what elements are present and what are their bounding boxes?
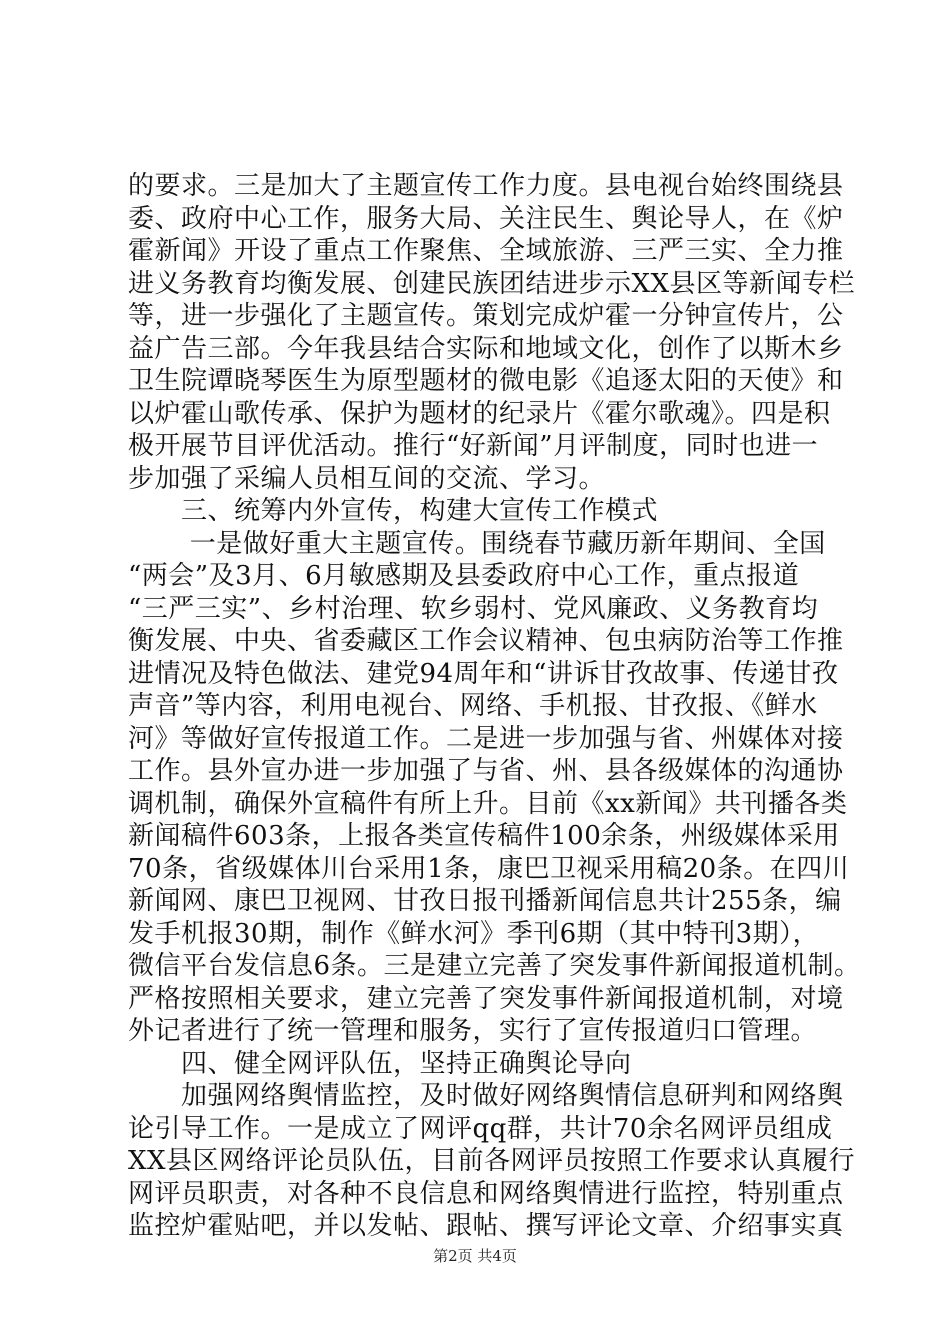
text-line: 新闻稿件603条，上报各类宣传稿件100余条，州级媒体采用 — [128, 821, 840, 851]
text-line: “三严三实”、乡村治理、软乡弱村、党风廉政、义务教育均 — [128, 593, 819, 624]
page-number-footer: 第2页 共4页 — [433, 1247, 517, 1265]
text-line: 70条，省级媒体川台采用1条，康巴卫视采用稿20条。在四川 — [128, 853, 850, 884]
text-line: 新闻网、康巴卫视网、甘孜日报刊播新闻信息共计255条，编 — [128, 886, 842, 916]
text-line: 卫生院谭晓琴医生为原型题材的微电影《追逐太阳的天使》和 — [128, 366, 844, 396]
text-line: 严格按照相关要求，建立完善了突发事件新闻报道机制，对境 — [128, 983, 844, 1014]
text-line: 益广告三部。今年我县结合实际和地域文化，创作了以斯木乡 — [128, 333, 844, 364]
text-line: XX县区网络评论员队伍，目前各网评员按照工作要求认真履行 — [128, 1146, 856, 1176]
text-line: 进义务教育均衡发展、创建民族团结进步示XX县区等新闻专栏 — [128, 268, 856, 299]
text-line: 外记者进行了统一管理和服务，实行了宣传报道归口管理。 — [128, 1016, 818, 1046]
text-line: 声音”等内容，利用电视台、网络、手机报、甘孜报、《鲜水 — [128, 691, 818, 721]
text-line: 发手机报30期，制作《鲜水河》季刊6期（其中特刊3期）， — [128, 918, 820, 949]
document-body — [128, 170, 861, 1243]
text-line: 论引导工作。一是成立了网评qq群，共计70余名网评员组成 — [128, 1113, 833, 1144]
text-line: 监控炉霍贴吧，并以发帖、跟帖、撰写评论文章、介绍事实真 — [128, 1211, 844, 1241]
text-line: 等，进一步强化了主题宣传。策划完成炉霍一分钟宣传片，公 — [128, 301, 844, 331]
text-line: 衡发展、中央、省委藏区工作会议精神、包虫病防治等工作推 — [128, 626, 844, 656]
text-line: 以炉霍山歌传承、保护为题材的纪录片《霍尔歌魂》。四是积 — [128, 398, 831, 429]
text-line: 调机制，确保外宣稿件有所上升。目前《xx新闻》共刊播各类 — [128, 788, 848, 819]
text-line: 工作。县外宣办进一步加强了与省、州、县各级媒体的沟通协 — [128, 756, 844, 786]
text-line: 极开展节目评优活动。推行“好新闻”月评制度，同时也进一 — [128, 431, 819, 461]
text-line: 河》等做好宣传报道工作。二是进一步加强与省、州媒体对接 — [128, 723, 844, 754]
text-line: 霍新闻》开设了重点工作聚焦、全域旅游、三严三实、全力推 — [128, 236, 844, 266]
text-line: 步加强了采编人员相互间的交流、学习。 — [128, 463, 606, 494]
text-line: 进情况及特色做法、建党94周年和“讲诉甘孜故事、传递甘孜 — [128, 658, 839, 689]
text-line: “两会”及3月、6月敏感期及县委政府中心工作，重点报道 — [128, 561, 800, 591]
section-heading: 三、统筹内外宣传，构建大宣传工作模式 — [128, 496, 659, 526]
text-line: 委、政府中心工作，服务大局、关注民生、舆论导人，在《炉 — [128, 203, 844, 234]
text-line: 一是做好重大主题宣传。围绕春节藏历新年期间、全国 — [128, 528, 826, 559]
text-line: 微信平台发信息6条。三是建立完善了突发事件新闻报道机制。 — [128, 951, 861, 981]
text-line: 的要求。三是加大了主题宣传工作力度。县电视台始终围绕县 — [128, 171, 844, 201]
text-line: 加强网络舆情监控，及时做好网络舆情信息研判和网络舆 — [128, 1081, 844, 1111]
section-heading: 四、健全网评队伍，坚持正确舆论导向 — [128, 1048, 632, 1079]
text-line: 网评员职责，对各种不良信息和网络舆情进行监控，特别重点 — [128, 1178, 844, 1209]
